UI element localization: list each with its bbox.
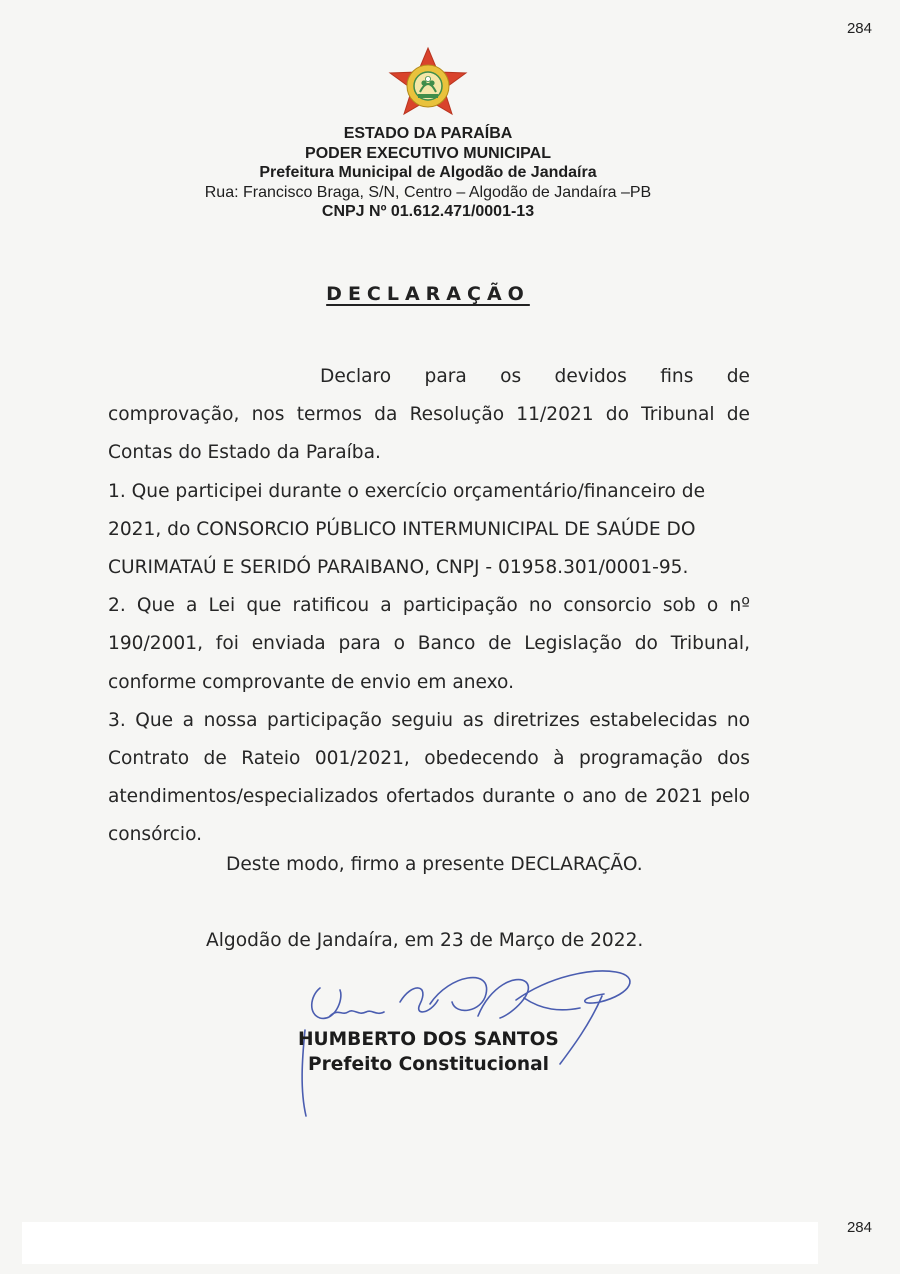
page-number-bottom: 284 — [846, 1219, 872, 1236]
cnpj: CNPJ Nº 01.612.471/0001-13 — [321, 203, 535, 220]
item-3: 3. Que a nossa participação seguiu as diretrizes estabelecidas no Contrato de Rateio 001/2021, obedecendo à programação dos atendimentos/especializados ofertados durante o ano de 2021 pelo consórcio. — [108, 709, 750, 846]
item-1: 1. Que participei durante o exercício orçamentário/financeiro de 2021, do CONSORCIO PÚBLICO INTERMUNICIPAL DE SAÚDE DO CURIMATAÚ E SERIDÓ PARAIBANO, CNPJ - 01958.301/0001-95. — [108, 480, 706, 579]
state-name: ESTADO DA PARAÍBA — [343, 125, 513, 142]
page-number-top: 284 — [846, 20, 872, 37]
place-and-date: Algodão de Jandaíra, em 23 de Março de 2022. — [206, 930, 644, 951]
municipal-star-emblem-icon — [376, 46, 480, 116]
signer-block — [298, 1027, 559, 1077]
declaration-body — [108, 358, 750, 855]
footer-band — [22, 1222, 818, 1264]
closing-sentence: Deste modo, firmo a presente DECLARAÇÃO. — [226, 854, 643, 875]
intro-paragraph: Declaro para os devidos fins de comprovação, nos termos da Resolução 11/2021 do Tribunal de Contas do Estado da Paraíba. — [108, 366, 750, 464]
signer-role: Prefeito Constitucional — [308, 1054, 550, 1075]
letterhead — [0, 124, 856, 222]
executive-power: PODER EXECUTIVO MUNICIPAL — [305, 144, 551, 162]
address: Rua: Francisco Braga, S/N, Centro – Algodão de Jandaíra –PB — [204, 183, 652, 201]
document-title-text: DECLARAÇÃO — [326, 283, 530, 305]
signer-name: HUMBERTO DOS SANTOS — [298, 1029, 559, 1050]
city-hall-name: Prefeitura Municipal de Algodão de Jandaíra — [259, 164, 597, 181]
item-2: 2. Que a Lei que ratificou a participação no consorcio sob o nº 190/2001, foi enviada para o Banco de Legislação do Tribunal, conforme comprovante de envio em anexo. — [108, 595, 750, 693]
document-title — [0, 283, 856, 305]
